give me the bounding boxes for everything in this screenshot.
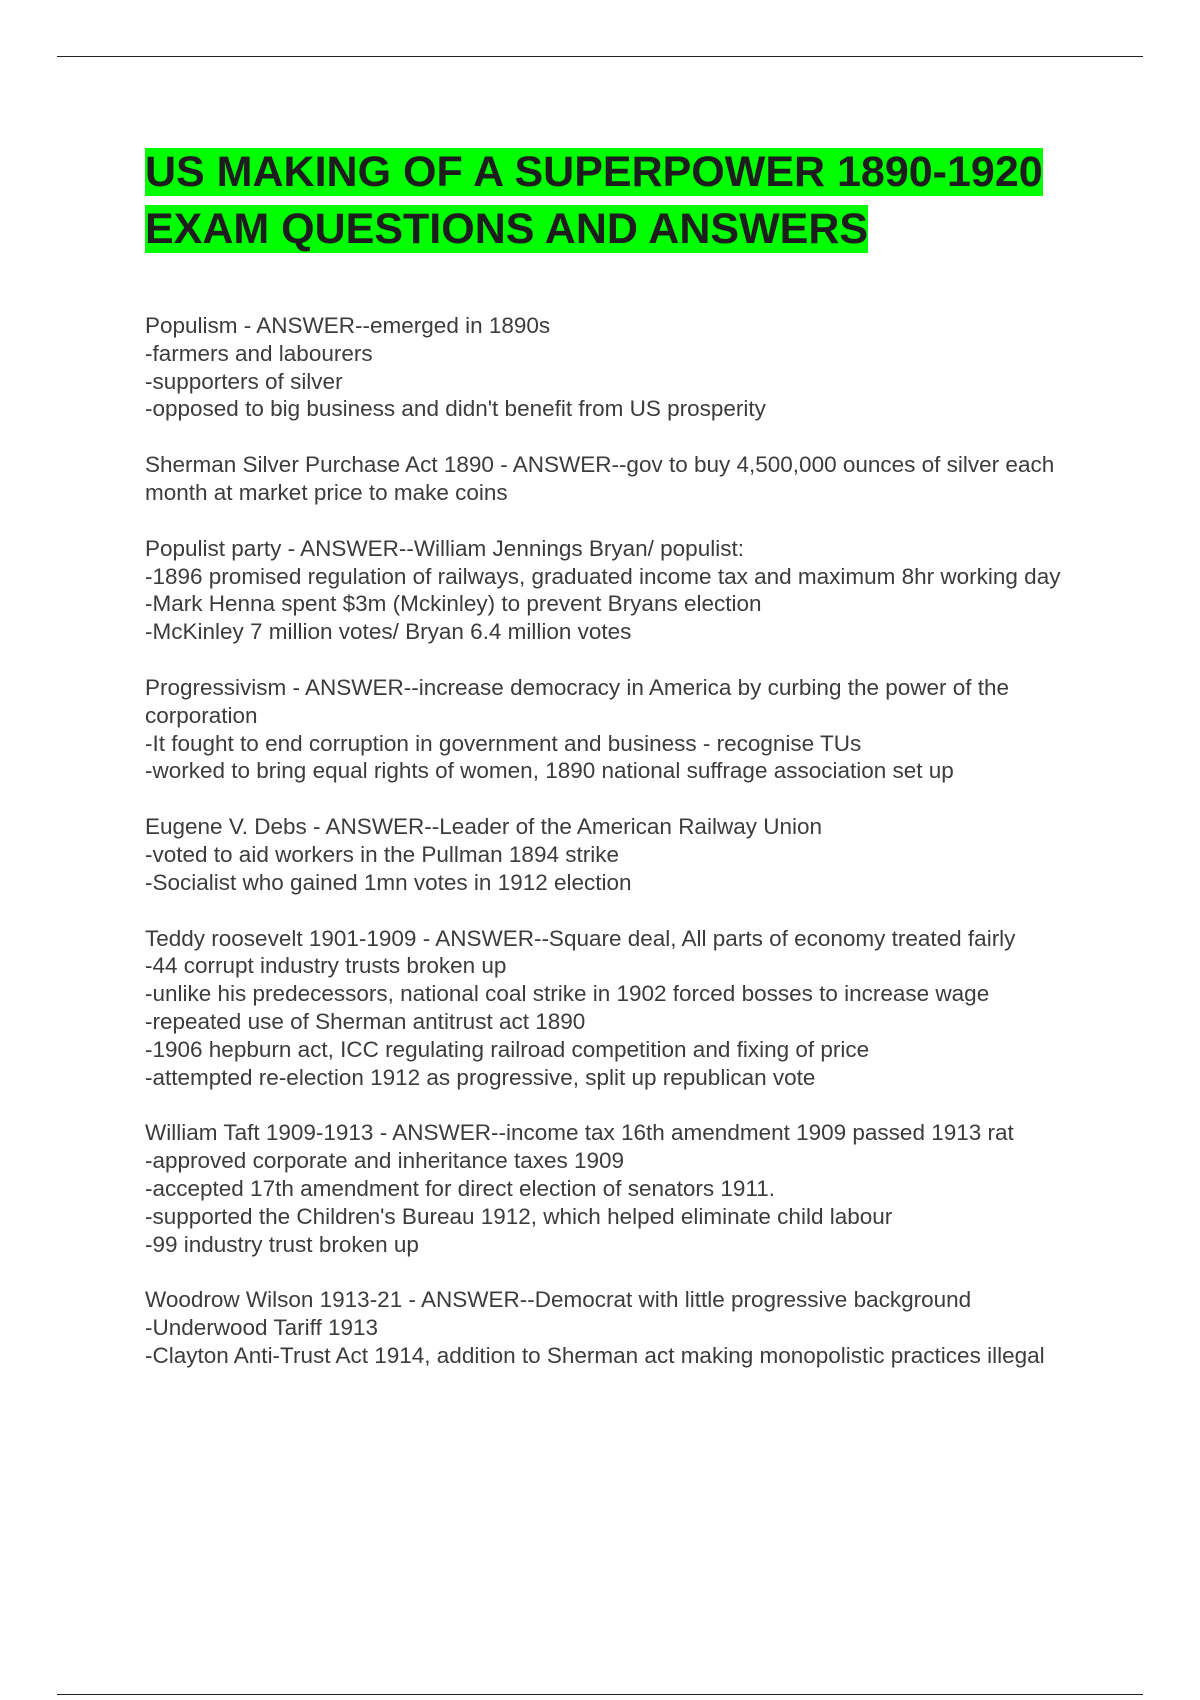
qa-answer-line: -approved corporate and inheritance taxes 1909 bbox=[145, 1148, 625, 1174]
qa-entry-roosevelt bbox=[145, 925, 1075, 1092]
qa-answer-line: -Mark Henna spent $3m (Mckinley) to prevent Bryans election bbox=[145, 591, 762, 617]
qa-question: Sherman Silver Purchase Act 1890 - ANSWER--gov to buy 4,500,000 ounces of silver each month at market price to make coins bbox=[145, 452, 1055, 505]
qa-answer-line: -Underwood Tariff 1913 bbox=[145, 1315, 379, 1341]
document-title bbox=[145, 144, 1065, 258]
footer-rule bbox=[57, 1694, 1143, 1695]
qa-answer-line: -voted to aid workers in the Pullman 1894 strike bbox=[145, 841, 619, 867]
qa-answer-line: -It fought to end corruption in government and business - recognise TUs bbox=[145, 730, 862, 756]
qa-entry-populism bbox=[145, 312, 1075, 423]
qa-question: William Taft 1909-1913 - ANSWER--income tax 16th amendment 1909 passed 1913 rat bbox=[145, 1120, 1014, 1146]
document-body bbox=[145, 144, 1075, 1398]
qa-answer-line: -worked to bring equal rights of women, 1890 national suffrage association set up bbox=[145, 758, 954, 784]
qa-entry-taft bbox=[145, 1119, 1075, 1258]
header-rule bbox=[57, 56, 1143, 57]
qa-answer-line: -McKinley 7 million votes/ Bryan 6.4 million votes bbox=[145, 619, 632, 645]
qa-answer-line: -supported the Children's Bureau 1912, which helped eliminate child labour bbox=[145, 1203, 893, 1229]
qa-answer-line: -supporters of silver bbox=[145, 368, 343, 394]
qa-answer-line: -Clayton Anti-Trust Act 1914, addition to Sherman act making monopolistic practices illegal bbox=[145, 1342, 1045, 1368]
qa-question: Populism - ANSWER--emerged in 1890s bbox=[145, 313, 551, 338]
title-highlight: US MAKING OF A SUPERPOWER 1890-1920 EXAM QUESTIONS AND ANSWERS bbox=[145, 148, 1043, 253]
qa-question: Progressivism - ANSWER--increase democracy in America by curbing the power of the corporation bbox=[145, 674, 1010, 728]
qa-question: Eugene V. Debs - ANSWER--Leader of the American Railway Union bbox=[145, 814, 822, 840]
qa-entry-progressivism bbox=[145, 674, 1075, 785]
qa-entry-wilson bbox=[145, 1286, 1075, 1369]
qa-entry-debs bbox=[145, 813, 1075, 896]
qa-entry-populist-party bbox=[145, 535, 1075, 646]
qa-answer-line: -unlike his predecessors, national coal strike in 1902 forced bosses to increase wage bbox=[145, 981, 990, 1007]
qa-question: Teddy roosevelt 1901-1909 - ANSWER--Square deal, All parts of economy treated fairly bbox=[145, 925, 1016, 951]
qa-answer-line: -1906 hepburn act, ICC regulating railroad competition and fixing of price bbox=[145, 1036, 870, 1062]
qa-question: Populist party - ANSWER--William Jennings Bryan/ populist: bbox=[145, 535, 744, 561]
qa-answer-line: -attempted re-election 1912 as progressive, split up republican vote bbox=[145, 1064, 816, 1090]
qa-answer-line: -farmers and labourers bbox=[145, 340, 373, 366]
qa-answer-line: -repeated use of Sherman antitrust act 1890 bbox=[145, 1008, 586, 1034]
qa-answer-line: -accepted 17th amendment for direct election of senators 1911. bbox=[145, 1175, 775, 1201]
qa-question: Woodrow Wilson 1913-21 - ANSWER--Democrat with little progressive background bbox=[145, 1287, 972, 1313]
qa-answer-line: -99 industry trust broken up bbox=[145, 1231, 419, 1257]
qa-answer-line: -1896 promised regulation of railways, graduated income tax and maximum 8hr working day bbox=[145, 563, 1061, 589]
qa-answer-line: -44 corrupt industry trusts broken up bbox=[145, 953, 507, 979]
qa-answer-line: -Socialist who gained 1mn votes in 1912 election bbox=[145, 869, 632, 895]
qa-answer-line: -opposed to big business and didn't benefit from US prosperity bbox=[145, 396, 766, 422]
qa-entry-sherman-silver bbox=[145, 451, 1075, 507]
